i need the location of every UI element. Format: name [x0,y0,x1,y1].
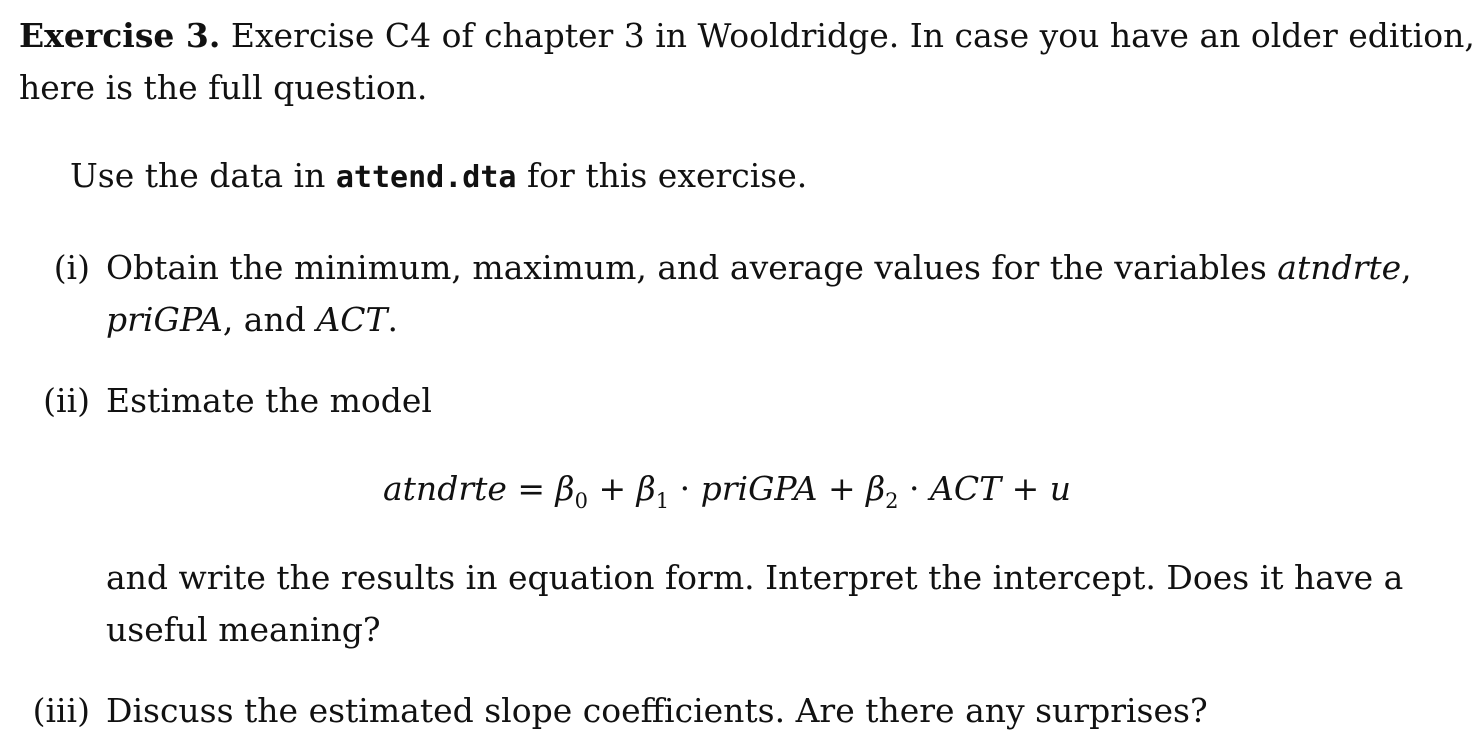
item-ii-text: Estimate the model [106,381,432,420]
plus-sign: + [827,469,856,508]
beta-symbol: β [555,469,575,508]
instruction-line [70,156,807,198]
item-i-and: , and [222,300,306,339]
exercise-intro-line-1 [19,16,1475,56]
dot-operator: · [679,469,691,508]
model-equation [383,469,1071,513]
item-ii-after-text: and write the results in equation form. Interpret the intercept. Does it have a [106,558,1404,597]
item-iii-text: Discuss the estimated slope coefficients. Are there any surprises? [106,691,1208,730]
beta-symbol: β [636,469,656,508]
beta-1 [636,469,670,513]
item-i-line-2 [106,300,398,340]
equation-error: u [1049,469,1072,508]
dot-operator: · [909,469,920,508]
item-label-i: (i) [53,248,90,287]
item-ii-after-text-2: useful meaning? [106,610,381,649]
variable-act: ACT [316,300,388,339]
subscript-2: 2 [885,489,899,513]
instruction-suffix: for this exercise. [526,156,808,195]
variable-prigpa: priGPA [106,300,223,339]
item-i-line-1 [106,248,1412,288]
item-iii-line-1 [106,691,1208,731]
item-label-iii: (iii) [32,691,90,730]
beta-2 [866,469,899,513]
data-filename: attend.dta [335,160,517,195]
equation-lhs: atndrte [383,469,507,508]
beta-symbol: β [866,469,886,508]
equation-act: ACT [930,469,1002,508]
subscript-1: 1 [655,489,670,513]
subscript-0: 0 [574,489,588,513]
beta-0 [555,469,588,513]
item-i-text: Obtain the minimum, maximum, and average values for the variables [106,248,1267,287]
comma: , [1401,248,1412,287]
instruction-prefix: Use the data in [70,156,326,195]
item-i-period: . [387,300,398,339]
plus-sign: + [1011,469,1040,508]
item-ii-line-3 [106,610,381,650]
item-ii-line-2 [106,558,1404,598]
variable-atndrte: atndrte [1277,248,1402,287]
exercise-intro-text-2: here is the full question. [19,68,428,107]
item-ii-line-1 [106,381,432,421]
exercise-intro-line-2 [19,68,427,108]
equation-prigpa: priGPA [700,469,818,508]
item-label-ii: (ii) [43,381,90,420]
exercise-intro-text: Exercise C4 of chapter 3 in Wooldridge. In case you have an older edition, [230,16,1475,55]
exercise-heading: Exercise 3. [19,16,221,55]
plus-sign: + [598,469,627,508]
equals-sign: = [517,469,546,508]
